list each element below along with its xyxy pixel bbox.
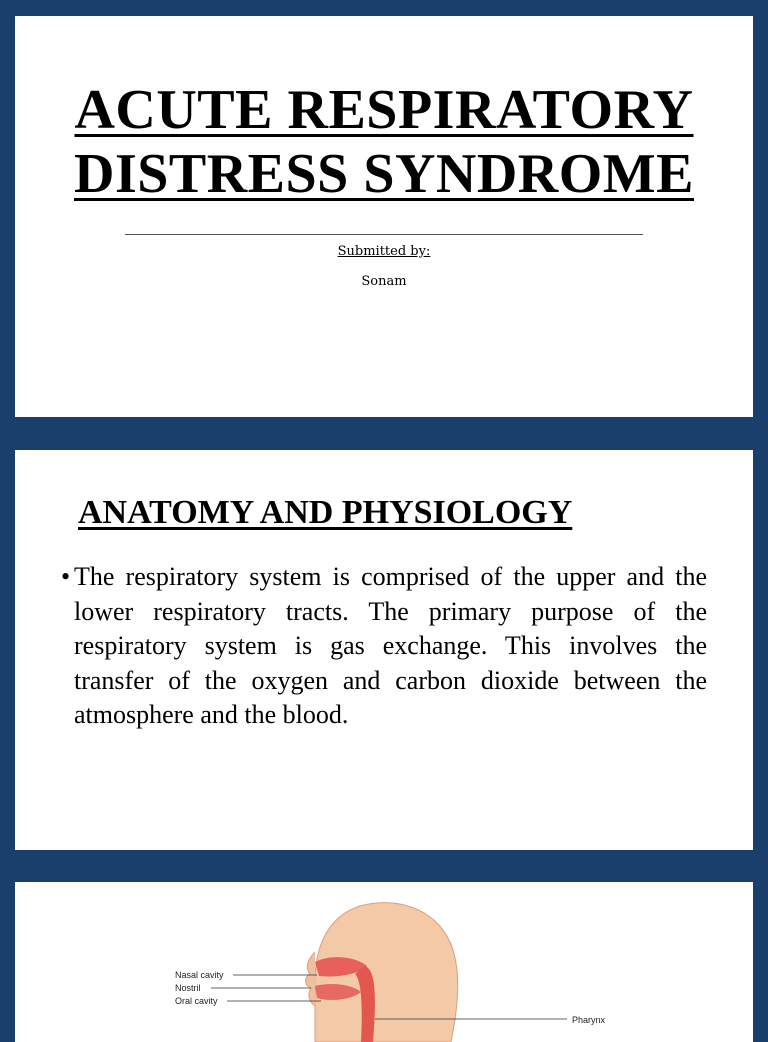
presentation-title xyxy=(15,78,753,206)
anatomy-slide xyxy=(15,450,753,850)
face-profile xyxy=(306,952,315,1042)
submitted-by-label: Submitted by: xyxy=(337,244,431,259)
label-pharynx: Pharynx xyxy=(572,1015,606,1025)
respiratory-anatomy-diagram xyxy=(15,882,753,1042)
diagram-slide xyxy=(15,882,753,1042)
divider-line xyxy=(125,234,643,235)
section-heading: ANATOMY AND PHYSIOLOGY xyxy=(78,494,573,531)
label-nasal-cavity: Nasal cavity xyxy=(175,970,224,980)
label-oral-cavity: Oral cavity xyxy=(175,996,218,1006)
bullet-icon: • xyxy=(61,562,71,591)
label-nostril: Nostril xyxy=(175,983,201,993)
title-slide xyxy=(15,16,753,417)
bullet-text: The respiratory system is comprised of the upper and the lower respiratory tracts. The primary purpose of the respiratory system is gas exchange. This involves the transfer of the oxygen and carbon dioxide between the atmosphere and the blood. xyxy=(74,562,707,729)
submitted-by-name: Sonam xyxy=(361,274,407,289)
title-line-1: ACUTE RESPIRATORY xyxy=(74,79,694,141)
bullet-item xyxy=(61,560,707,733)
title-line-2: DISTRESS SYNDROME xyxy=(74,143,694,205)
